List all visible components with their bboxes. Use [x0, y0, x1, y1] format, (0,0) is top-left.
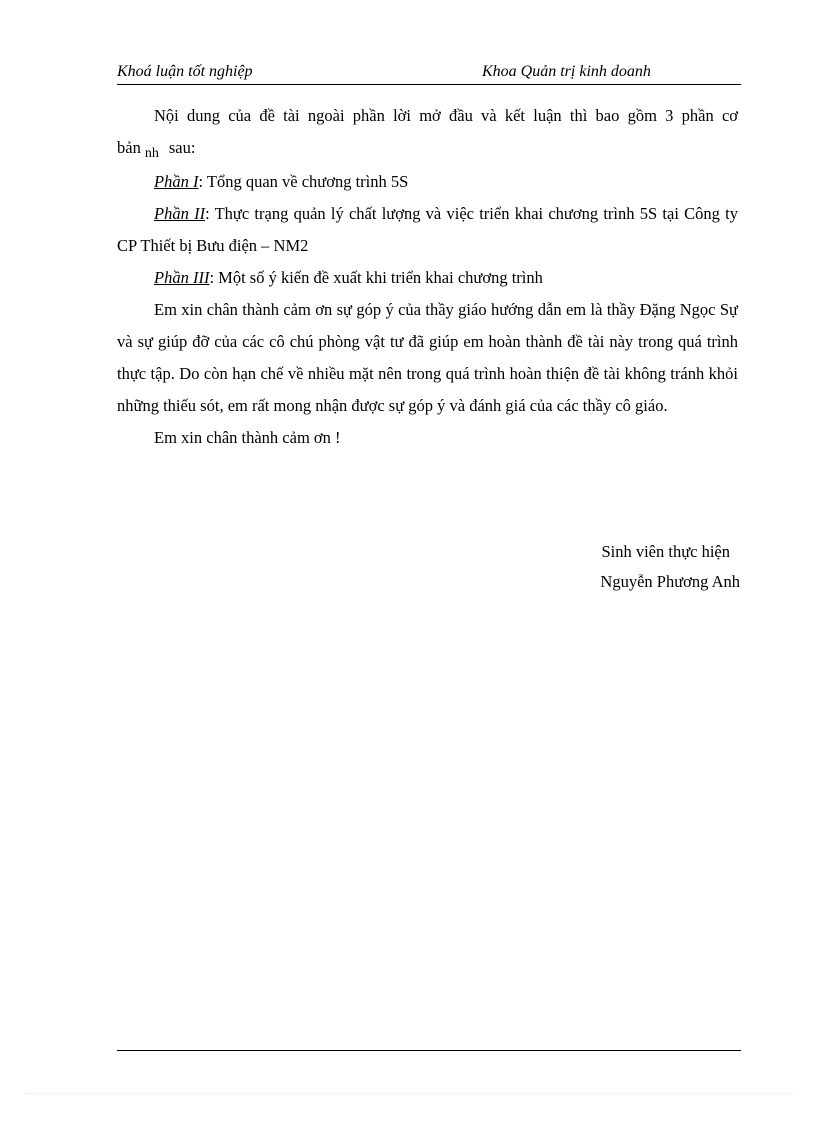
- part-2-label: Phần II: [154, 204, 206, 223]
- part-3-paragraph: [117, 262, 738, 294]
- thanks-paragraph: Em xin chân thành cảm ơn !: [154, 428, 341, 447]
- part-3-label: Phần III: [154, 268, 210, 287]
- header-faculty-title: Khoa Quản trị kinh doanh: [482, 63, 651, 80]
- intro-text-end: sau:: [168, 138, 196, 157]
- intro-paragraph: [117, 100, 738, 166]
- part-1-label: Phần I: [154, 172, 199, 191]
- signature-role: Sinh viên thực hiện: [601, 542, 730, 561]
- part-2-paragraph: [117, 198, 738, 262]
- acknowledgement-paragraph: Em xin chân thành cảm ơn sự góp ý của thầy giáo hướng dẫn em là thầy Đặng Ngọc Sự và sự giúp đỡ của các cô chú phòng vật tư đã giúp em hoàn thành đề tài này trong quá trình thực tập. Do còn hạn chế về nhiều mặt nên trong quá trình hoàn thiện đề tài không tránh khỏi những thiếu sót, em rất mong nhận được sự góp ý và đánh giá của các thầy cô giáo.: [117, 300, 738, 415]
- part-1-text: : Tổng quan về chương trình 5S: [198, 172, 409, 191]
- signature-name: Nguyễn Phương Anh: [600, 572, 740, 591]
- page-bottom-edge: [24, 1093, 794, 1094]
- signature-block: [540, 537, 740, 597]
- part-1-paragraph: [117, 166, 738, 198]
- part-2-text: : Thực trạng quản lý chất lượng và việc triển khai chương trình 5S tại Công ty CP Thiết bị Bưu điện – NM2: [117, 204, 738, 255]
- page-header: [117, 62, 741, 85]
- intro-text: Nội dung của đề tài ngoài phần lời mở đầu và kết luận thì bao gồm 3 phần cơ bản: [117, 106, 738, 157]
- intro-small-mark: nh: [144, 146, 159, 161]
- header-thesis-title: Khoá luận tốt nghiệp: [117, 63, 253, 80]
- footer-divider: [117, 1050, 741, 1051]
- body-text: [117, 100, 738, 454]
- part-3-text: : Một số ý kiến đề xuất khi triển khai chương trình: [209, 268, 543, 287]
